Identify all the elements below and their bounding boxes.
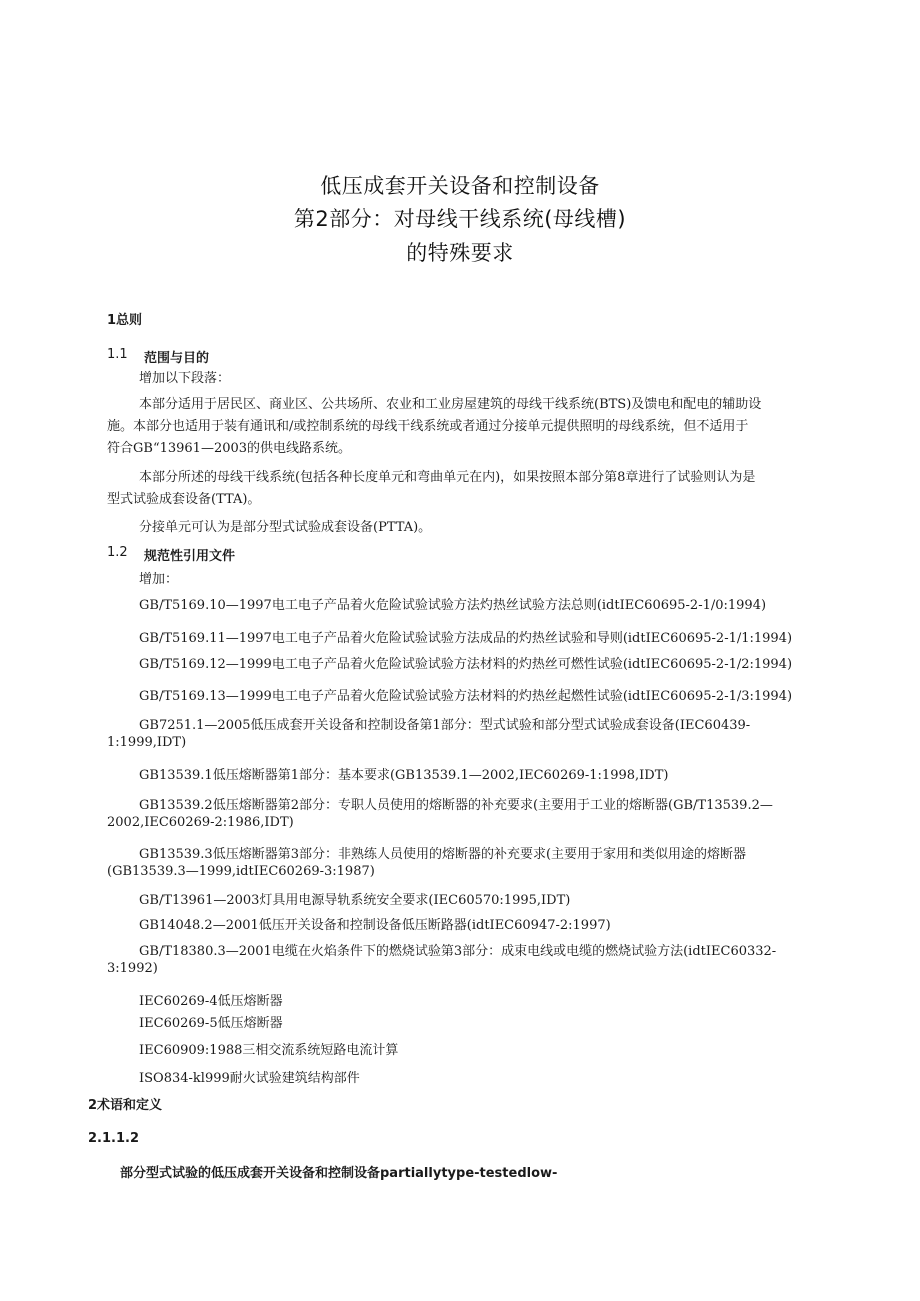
- clause-1-2-number: 1.2: [107, 545, 128, 560]
- reference-item: GB7251.1—2005低压成套开关设备和控制设备第1部分：型式试验和部分型式试验成套设备(IEC60439-: [139, 718, 751, 733]
- reference-item-continued: 2002,IEC60269-2:1986,IDT): [107, 815, 294, 830]
- reference-item: GB/T5169.13—1999电工电子产品着火危险试验试验方法材料的灼热丝起燃性试验(idtIEC60695-2-1/3:1994): [139, 689, 793, 704]
- clause-1-1-para1-line3: 符合GB“13961—2003的供电线路系统。: [107, 441, 352, 456]
- reference-item: GB/T13961—2003灯具用电源导轨系统安全要求(IEC60570:1995,IDT): [139, 893, 571, 908]
- reference-item-continued: (GB13539.3—1999,idtIEC60269-3:1987): [107, 864, 375, 879]
- reference-item: GB13539.1低压熔断器第1部分：基本要求(GB13539.1—2002,IEC60269-1:1998,IDT): [139, 768, 669, 783]
- section1-heading: 1总则: [107, 313, 143, 328]
- reference-item: IEC60269-4低压熔断器: [139, 994, 283, 1009]
- reference-item: IEC60909:1988三相交流系统短路电流计算: [139, 1043, 399, 1058]
- clause-1-1-para2-line2: 型式试验成套设备(TTA)。: [107, 492, 261, 507]
- clause-1-2-intro: 增加：: [139, 572, 179, 587]
- reference-item: GB14048.2—2001低压开关设备和控制设备低压断路器(idtIEC60947-2:1997): [139, 918, 611, 933]
- term-definition: 部分型式试验的低压成套开关设备和控制设备partiallytype-testedlow-: [120, 1166, 558, 1181]
- section2-heading: 2术语和定义: [88, 1098, 163, 1113]
- reference-item: GB/T5169.12—1999电工电子产品着火危险试验试验方法材料的灼热丝可燃性试验(idtIEC60695-2-1/2:1994): [139, 657, 793, 672]
- clause-1-1-para1-line1: 本部分适用于居民区、商业区、公共场所、农业和工业房屋建筑的母线干线系统(BTS)及馈电和配电的辅助设: [139, 397, 762, 412]
- reference-item: GB13539.3低压熔断器第3部分：非熟练人员使用的熔断器的补充要求(主要用于家用和类似用途的熔断器: [139, 847, 747, 862]
- reference-item-continued: 1:1999,IDT): [107, 735, 187, 750]
- reference-item: ISO834-kl999耐火试验建筑结构部件: [139, 1071, 360, 1086]
- reference-item: GB13539.2低压熔断器第2部分：专职人员使用的熔断器的补充要求(主要用于工业的熔断器(GB/T13539.2—: [139, 798, 773, 813]
- reference-item-continued: 3:1992): [107, 961, 158, 976]
- clause-2-1-1-2-number: 2.1.1.2: [88, 1131, 139, 1146]
- clause-1-1-para1-line2: 施。本部分也适用于装有通讯和/或控制系统的母线干线系统或者通过分接单元提供照明的母线系统，但不适用于: [107, 419, 749, 434]
- reference-item: GB/T5169.10—1997电工电子产品着火危险试验试验方法灼热丝试验方法总则(idtIEC60695-2-1/0:1994): [139, 598, 767, 613]
- clause-1-1-title: 范围与目的: [144, 351, 210, 366]
- reference-item: GB/T18380.3—2001电缆在火焰条件下的燃烧试验第3部分：成束电线或电缆的燃烧试验方法(idtIEC60332-: [139, 944, 777, 959]
- doc-title-line2: 第2部分：对母线干线系统(母线槽): [293, 207, 627, 231]
- clause-1-1-intro: 增加以下段落：: [139, 371, 231, 386]
- clause-1-2-title: 规范性引用文件: [144, 549, 236, 564]
- reference-item: IEC60269-5低压熔断器: [139, 1016, 283, 1031]
- doc-title-line3: 的特殊要求: [406, 241, 514, 265]
- clause-1-1-number: 1.1: [107, 347, 128, 362]
- clause-1-1-para3: 分接单元可认为是部分型式试验成套设备(PTTA)。: [139, 520, 432, 535]
- doc-title-line1: 低压成套开关设备和控制设备: [320, 174, 600, 198]
- clause-1-1-para2-line1: 本部分所述的母线干线系统(包括各种长度单元和弯曲单元在内)，如果按照本部分第8章进行了试验则认为是: [139, 470, 756, 485]
- reference-item: GB/T5169.11—1997电工电子产品着火危险试验试验方法成品的灼热丝试验和导则(idtIEC60695-2-1/1:1994): [139, 631, 793, 646]
